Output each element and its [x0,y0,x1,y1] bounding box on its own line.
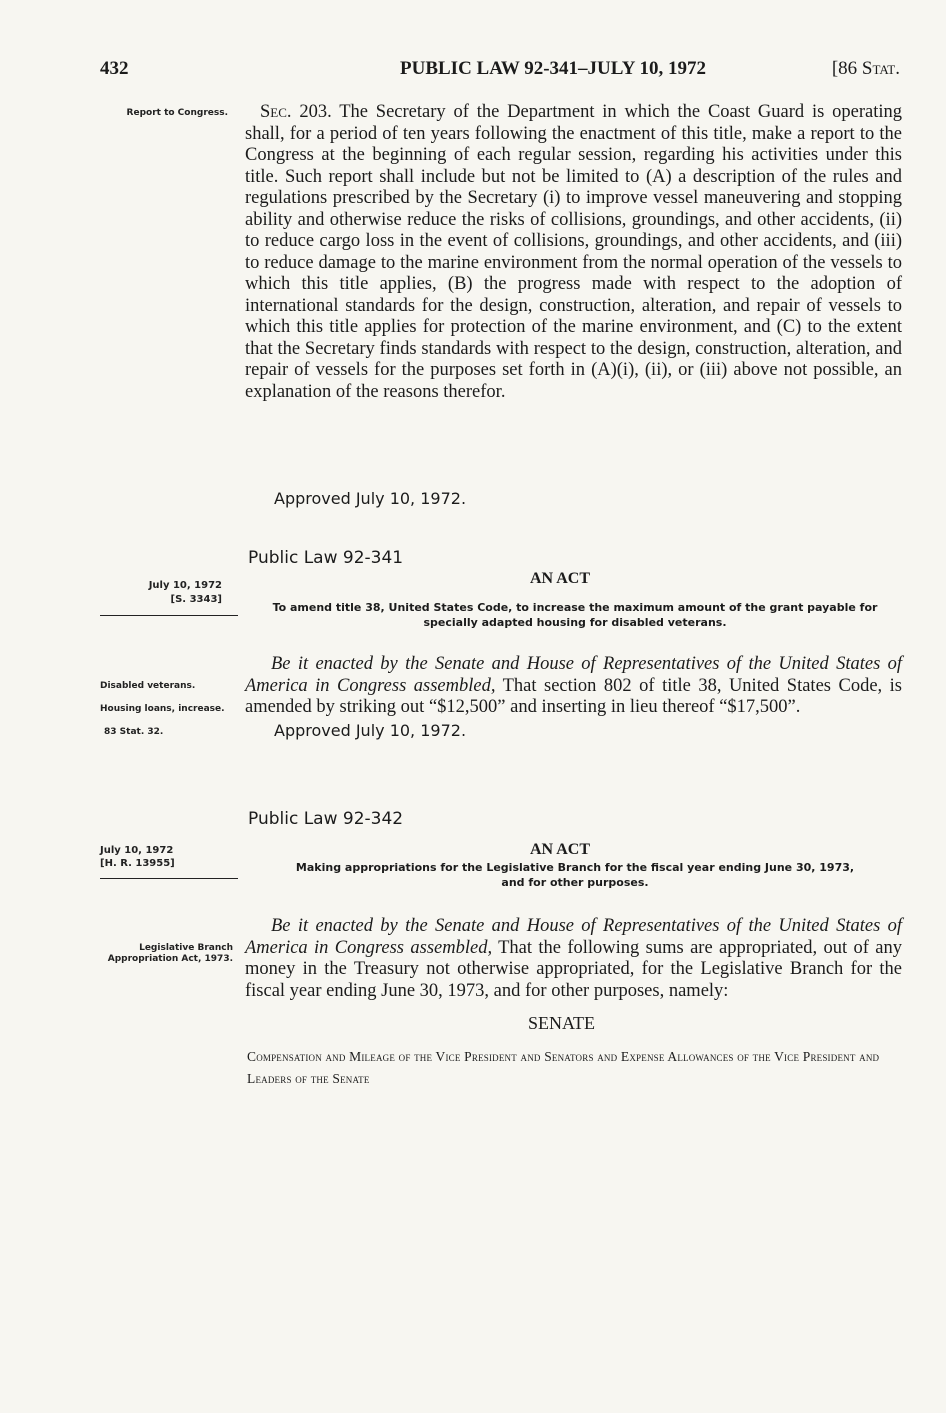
margin-note-report: Report to Congress. [126,108,228,118]
statute-reference: [86 Stat. [831,58,900,79]
section-203-body: 203. The Secretary of the Department in which the Coast Guard is operating shall, for a period of ten years following the enactment of this title, make a report to the Congress at the beginning of each regular session, regarding his activities under this title. Such report shall include but not be limited to (A) a description of the rules and regulations prescribed by the Secretary (i) to improve vessel maneuvering and stopping ability and otherwise reduce the risks of collisions, groundings, and other accidents, (ii) to reduce cargo loss in the event of collisions, groundings, and other accidents, and (iii) to reduce damage to the marine environment from the normal operation of the vessels to which this title applies, (B) the progress made with respect to the adoption of international standards for the design, construction, alteration, and repair of vessels to which this title applies for protection of the marine environment, and (C) to the extent that the Secretary finds standards with respect to the design, construction, alteration, and repair of vessels for the purposes set forth in (A)(i), (ii), or (iii) above not possible, an explanation of the reasons therefor. [245,102,902,402]
section-label: Sec. [260,102,292,122]
pl-342-body [245,916,902,1002]
page-number: 432 [100,58,129,79]
enacting-clause-341: Be it enacted by the Senate and House of Representatives of the United States of America in Congress assembled, [245,654,902,696]
running-head-title: PUBLIC LAW 92-341–JULY 10, 1972 [400,58,706,79]
section-203-text [245,102,902,403]
an-act-341: AN ACT [530,570,591,587]
purpose-341: To amend title 38, United States Code, to increase the maximum amount of the grant payable for specially adapted housing for disabled veterans. [272,601,878,629]
margin-note-stat: 83 Stat. 32. [104,727,164,737]
margin-rule-342 [100,878,238,879]
margin-note-housing-loans: Housing loans, increase. [100,704,225,714]
public-law-92-341-label: Public Law 92-341 [248,548,404,568]
pl-341-body [245,654,902,719]
an-act-342: AN ACT [530,841,591,858]
margin-bill-342: [H. R. 13955] [100,858,175,869]
margin-note-disabled-veterans: Disabled veterans. [100,681,196,691]
purpose-342: Making appropriations for the Legislative Branch for the fiscal year ending June 30, 1973, and for other purposes. [295,861,855,889]
margin-date-341: July 10, 1972 [148,580,222,591]
senate-subheading: Compensation and Mileage of the Vice President and Senators and Expense Allowances of the Vice President and Leaders of the Senate [247,1049,880,1086]
senate-heading: SENATE [528,1013,595,1033]
approved-line-1: Approved July 10, 1972. [274,489,467,508]
running-head [100,58,900,84]
public-law-92-342-label: Public Law 92-342 [248,809,404,829]
margin-rule-341 [100,615,238,616]
margin-bill-341: [S. 3343] [170,594,222,605]
approved-line-2: Approved July 10, 1972. [274,721,467,740]
pl-341-text: That section 802 of title 38, United States Code, is amended by striking out “$12,500” and inserting in lieu thereof “$17,500”. [245,675,902,717]
enacting-clause-342: Be it enacted by the Senate and House of Representatives of the United States of America in Congress assembled, [245,916,902,958]
pl-342-text: That the following sums are appropriated, out of any money in the Treasury not otherwise appropriated, for the Legislative Branch for the fiscal year ending June 30, 1973, and for other purposes, namely: [245,937,902,1001]
margin-note-legislative-branch: Legislative Branch Appropriation Act, 1973. [107,943,233,964]
margin-date-342: July 10, 1972 [100,845,174,856]
